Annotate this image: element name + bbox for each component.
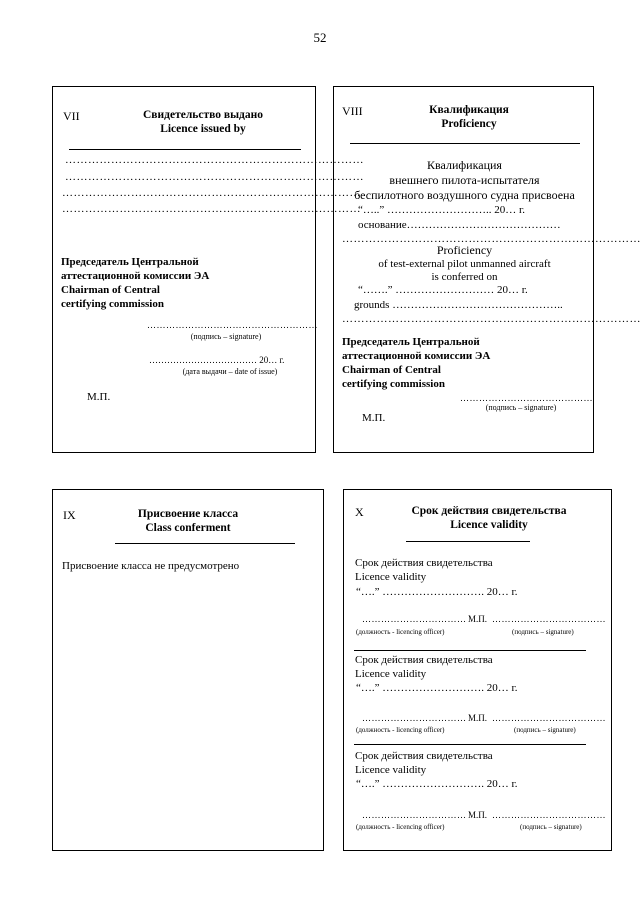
signature-caption: (подпись – signature)	[514, 726, 576, 734]
title-en: Proficiency	[441, 118, 497, 130]
signature-caption: (подпись – signature)	[520, 823, 582, 831]
chairman-title-en-1: Chairman of Central	[342, 364, 441, 376]
signature-line: ……………………………………	[460, 393, 593, 403]
proficiency-line-en-3: is conferred on	[431, 271, 498, 283]
basis-ru: основание……………………………………	[358, 219, 561, 231]
validity-label-ru: Срок действия свидетельства	[355, 750, 493, 762]
validity-date: “….” ………………………. 20… г.	[356, 778, 518, 790]
title-en: Class conferment	[145, 522, 231, 534]
panel-title	[374, 103, 564, 131]
officer-line: ……………………………	[362, 614, 467, 624]
officer-caption: (должность - licencing officer)	[356, 726, 445, 734]
signature-line: ………………………………………………	[147, 320, 318, 330]
validity-label-en: Licence validity	[355, 764, 427, 776]
title-en: Licence issued by	[160, 123, 246, 135]
blank-line: ……………………………………………………………………	[62, 203, 361, 215]
title-underline	[406, 541, 530, 542]
signature-caption: (подпись – signature)	[485, 403, 557, 412]
title-underline	[69, 149, 301, 150]
conferment-date-en: “…….” ……………………… 20… г.	[358, 284, 528, 296]
chairman-title-ru-2: аттестационной комиссии ЭА	[342, 350, 491, 362]
grounds-en: grounds ………………………………………..	[354, 299, 563, 311]
title-ru: Срок действия свидетельства	[411, 505, 567, 517]
officer-line: ……………………………	[362, 713, 467, 723]
signature-caption: (подпись – signature)	[190, 332, 262, 341]
validity-label-en: Licence validity	[355, 668, 427, 680]
panel-title	[384, 504, 594, 532]
title-ru: Свидетельство выдано	[143, 109, 263, 121]
signature-caption: (подпись – signature)	[512, 628, 574, 636]
issue-date-line: ……………………………… 20… г.	[149, 355, 285, 365]
stamp-label: М.П.	[87, 391, 111, 403]
officer-caption: (должность - licencing officer)	[356, 823, 445, 831]
blank-line: ……………………………………………………………………	[342, 233, 641, 245]
issue-date-caption: (дата выдачи – date of issue)	[182, 367, 278, 376]
panel-proficiency	[333, 86, 641, 453]
validity-label-en: Licence validity	[355, 571, 427, 583]
stamp-label: М.П.	[362, 412, 386, 424]
validity-date: “….” ………………………. 20… г.	[356, 682, 518, 694]
chairman-title-en-2: certifying commission	[61, 298, 164, 310]
block-divider	[354, 650, 586, 651]
officer-caption: (должность - licencing officer)	[356, 628, 445, 636]
proficiency-line-ru-1: Квалификация	[427, 158, 502, 172]
conferment-date-ru: “…..” ……………………….. 20… г.	[358, 204, 526, 216]
title-underline	[115, 543, 295, 544]
title-ru: Квалификация	[429, 104, 509, 116]
proficiency-line-en-2: of test-external pilot unmanned aircraft	[378, 258, 551, 270]
validity-date: “….” ………………………. 20… г.	[356, 586, 518, 598]
panel-class-conferment	[52, 489, 324, 851]
chairman-title-en-2: certifying commission	[342, 378, 445, 390]
page-number: 52	[313, 30, 327, 45]
stamp-label: М.П.	[468, 810, 488, 820]
blank-line: ……………………………………………………………………	[65, 171, 364, 183]
validity-label-ru: Срок действия свидетельства	[355, 654, 493, 666]
panel-licence-validity	[343, 489, 612, 851]
title-ru: Присвоение класса	[137, 508, 239, 520]
chairman-title-ru-1: Председатель Центральной	[61, 256, 199, 268]
signature-line: ………………………………	[492, 614, 606, 624]
stamp-label: М.П.	[468, 713, 488, 723]
chairman-title-ru-1: Председатель Центральной	[342, 336, 480, 348]
blank-line: ……………………………………………………………………	[65, 154, 364, 166]
validity-label-ru: Срок действия свидетельства	[355, 557, 493, 569]
panel-number: X	[355, 505, 364, 519]
panel-number: VIII	[342, 104, 363, 118]
proficiency-line-ru-3: беспилотного воздушного судна присвоена	[354, 188, 575, 202]
panel-title	[93, 108, 313, 136]
class-conferment-text: Присвоение класса не предусмотрено	[62, 560, 240, 572]
blank-line: ……………………………………………………………………	[62, 187, 361, 199]
block-divider	[354, 744, 586, 745]
stamp-label: М.П.	[468, 614, 488, 624]
panel-number: IX	[63, 508, 76, 522]
title-underline	[350, 143, 580, 144]
panel-title	[93, 507, 283, 535]
proficiency-line-en-1: Proficiency	[436, 243, 493, 257]
title-en: Licence validity	[450, 519, 528, 531]
signature-line: ………………………………	[492, 810, 606, 820]
signature-line: ………………………………	[492, 713, 606, 723]
panel-number: VII	[63, 109, 80, 123]
chairman-title-en-1: Chairman of Central	[61, 284, 160, 296]
officer-line: ……………………………	[362, 810, 467, 820]
blank-line: ……………………………………………………………………	[342, 313, 641, 325]
proficiency-line-ru-2: внешнего пилота-испытателя	[389, 173, 540, 187]
chairman-title-ru-2: аттестационной комиссии ЭА	[61, 270, 210, 282]
